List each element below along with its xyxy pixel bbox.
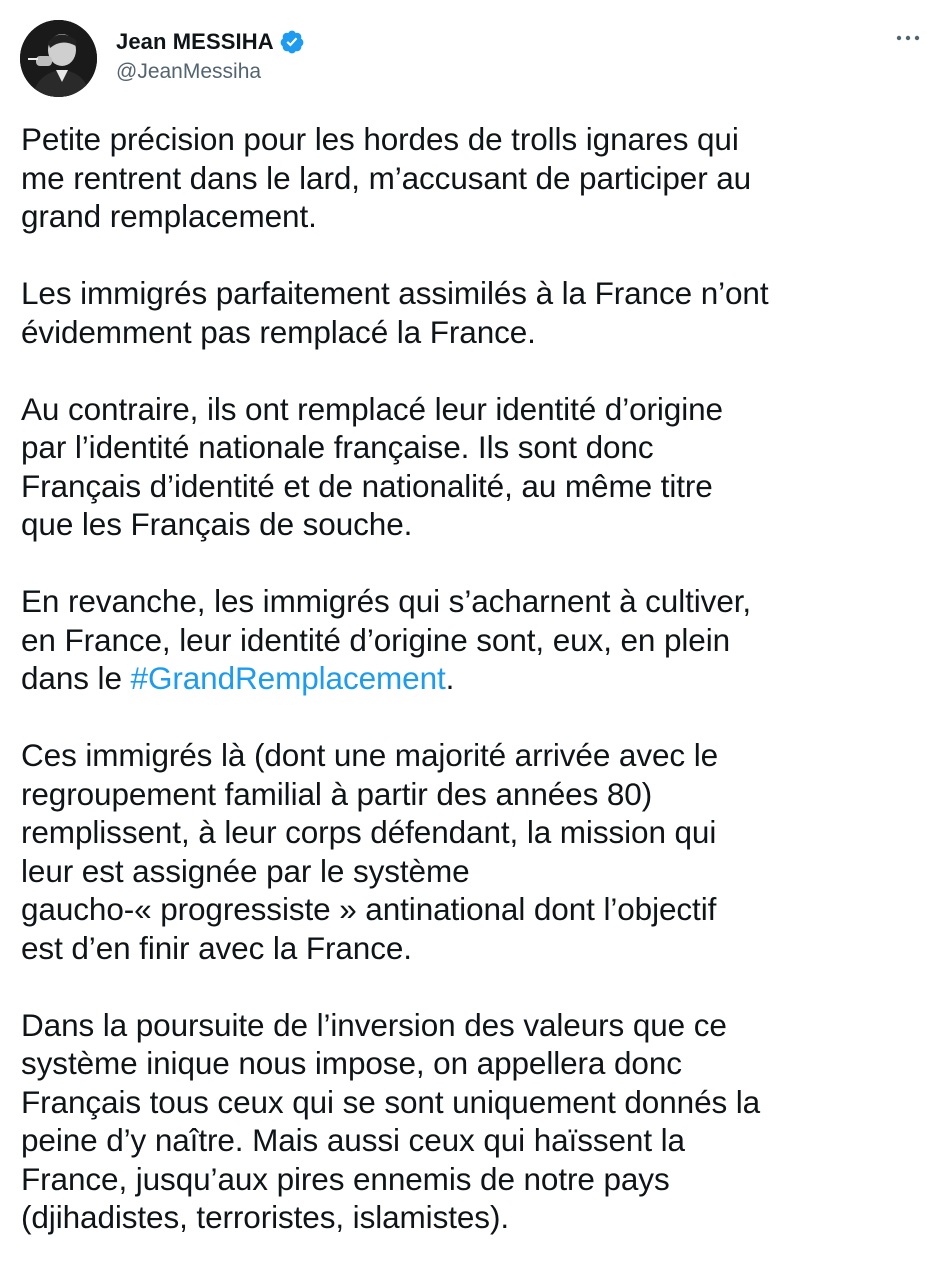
tweet-line: regroupement familial à partir des années 80) <box>21 775 653 812</box>
author-display-name[interactable]: Jean MESSIHA <box>116 29 274 54</box>
tweet-line <box>21 659 931 698</box>
tweet-paragraph <box>21 390 931 544</box>
tweet-line: grand remplacement. <box>21 198 317 234</box>
author-handle[interactable]: @JeanMessiha <box>116 60 262 83</box>
tweet-paragraph <box>21 120 931 236</box>
tweet-paragraph <box>21 582 931 698</box>
tweet-line: gaucho-« progressiste » antinational dont l’objectif <box>21 891 717 927</box>
tweet-line: leur est assignée par le système <box>21 852 470 889</box>
author-names <box>116 28 305 84</box>
tweet-paragraph <box>21 736 931 967</box>
tweet-line: évidemment pas remplacé la France. <box>21 313 536 350</box>
tweet-line: me rentrent dans le lard, m’accusant de participer au <box>21 159 752 196</box>
tweet-line: France, jusqu’aux pires ennemis de notre pays <box>21 1160 670 1197</box>
tweet-line: Au contraire, ils ont remplacé leur identité d’origine <box>21 390 723 427</box>
tweet-line: Français d’identité et de nationalité, au même titre <box>21 467 713 504</box>
tweet-header <box>20 20 928 100</box>
tweet-line: remplissent, à leur corps défendant, la mission qui <box>21 814 717 850</box>
tweet-text-fragment: . <box>445 660 455 696</box>
tweet-paragraph <box>21 274 931 351</box>
tweet-line: En revanche, les immigrés qui s’acharnent à cultiver, <box>21 583 752 619</box>
verified-badge-icon <box>279 29 305 55</box>
tweet-line: Petite précision pour les hordes de trolls ignares qui <box>21 121 739 157</box>
hashtag-link[interactable]: #GrandRemplacement <box>130 660 446 696</box>
profile-photo-icon[interactable] <box>20 20 97 97</box>
tweet-line: est d’en finir avec la France. <box>21 929 412 966</box>
tweet-line: Les immigrés parfaitement assimilés à la France n’ont <box>21 275 769 311</box>
tweet-line: que les Français de souche. <box>21 506 413 542</box>
more-options-icon[interactable] <box>892 26 924 50</box>
tweet-line: système inique nous impose, on appellera donc <box>21 1045 682 1081</box>
display-name-row <box>116 28 305 56</box>
tweet-line: Dans la poursuite de l’inversion des valeurs que ce <box>21 1006 727 1043</box>
tweet-text <box>21 120 931 1275</box>
tweet-line: en France, leur identité d’origine sont, eux, en plein <box>21 621 731 658</box>
tweet-line: (djihadistes, terroristes, islamistes). <box>21 1199 509 1235</box>
tweet-text-fragment: dans le <box>21 660 131 696</box>
tweet-line: par l’identité nationale française. Ils sont donc <box>21 429 654 465</box>
tweet-line: Ces immigrés là (dont une majorité arrivée avec le <box>21 737 719 773</box>
tweet-paragraph <box>21 1006 931 1237</box>
tweet-line: peine d’y naître. Mais aussi ceux qui haïssent la <box>21 1122 685 1158</box>
tweet-line: Français tous ceux qui se sont uniquement donnés la <box>21 1083 761 1120</box>
